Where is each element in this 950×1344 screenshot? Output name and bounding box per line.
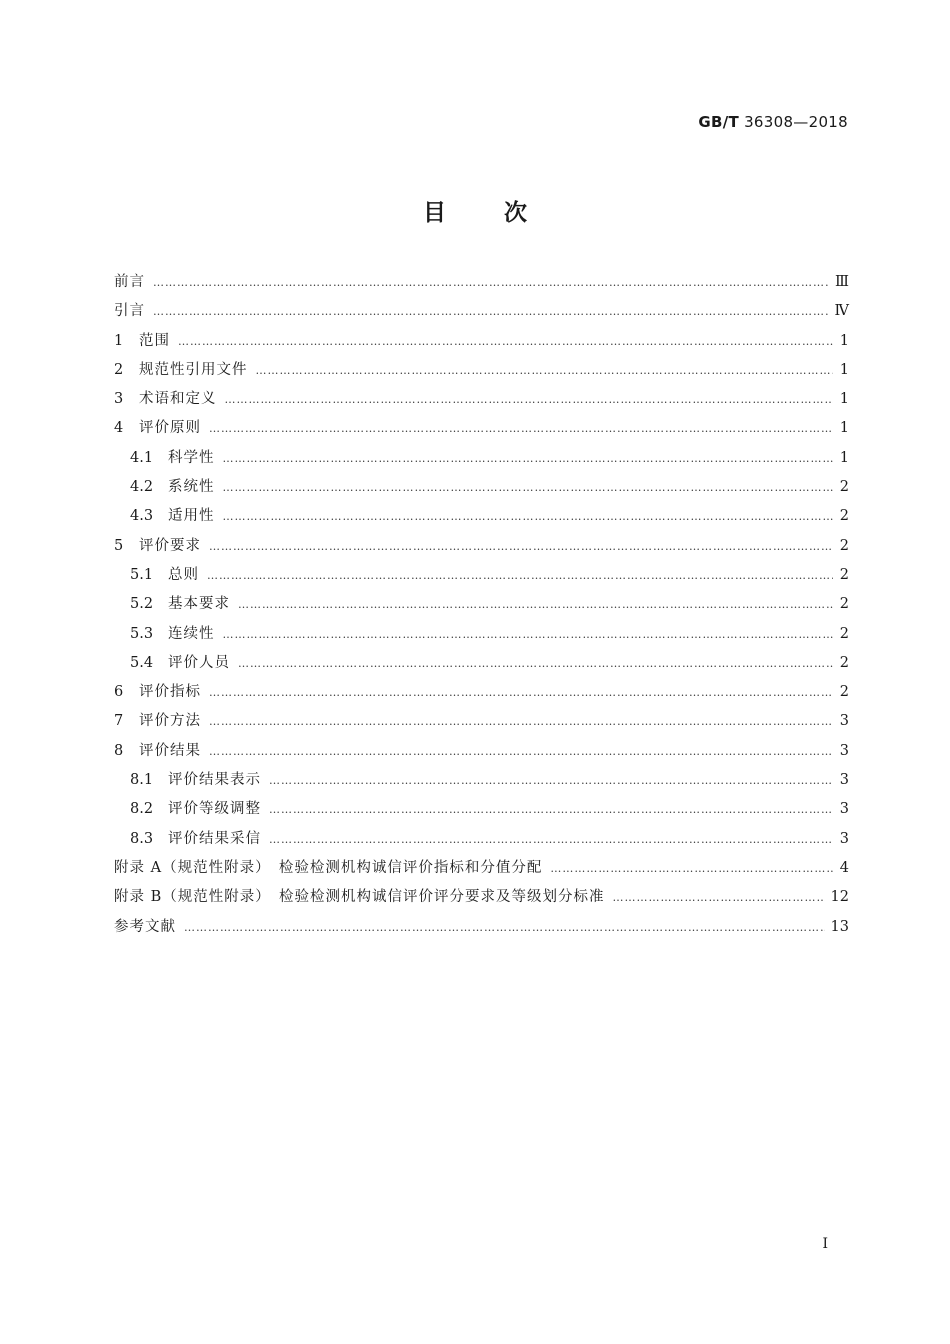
toc-leader-dots — [238, 657, 833, 670]
toc-entry-number: 4.2 — [130, 479, 154, 496]
toc-entry[interactable] — [114, 299, 849, 328]
toc-entry-page: 3 — [839, 713, 849, 730]
toc-entry-number: 4.1 — [130, 449, 154, 466]
toc-entry-page: 1 — [839, 361, 849, 378]
toc-entry-page: 3 — [839, 742, 849, 759]
toc-entry-page: 3 — [839, 801, 849, 818]
toc-entry-label: 引言 — [114, 303, 145, 320]
toc-leader-dots — [153, 305, 829, 318]
title-char-1: 目 — [423, 199, 446, 226]
toc-entry-number: 8 — [114, 742, 124, 759]
toc-leader-dots — [613, 891, 825, 904]
standard-number: 36308—2018 — [744, 113, 848, 131]
toc-entry[interactable] — [114, 856, 849, 885]
toc-entry[interactable] — [114, 797, 849, 826]
toc-entry-number: 7 — [114, 713, 124, 730]
toc-entry-page: 2 — [839, 537, 849, 554]
toc-entry[interactable] — [114, 651, 849, 680]
toc-entry-page: 3 — [839, 830, 849, 847]
toc-entry-page: 1 — [839, 449, 849, 466]
toc-leader-dots — [256, 364, 834, 377]
toc-entry-label: 评价指标 — [139, 684, 201, 701]
toc-entry[interactable] — [114, 416, 849, 445]
toc-entry-label: 连续性 — [168, 625, 215, 642]
title-char-2: 次 — [504, 199, 527, 226]
toc-entry-page: 4 — [839, 859, 849, 876]
toc-entry-number: 2 — [114, 361, 124, 378]
toc-entry[interactable] — [114, 358, 849, 387]
toc-entry-label: 评价等级调整 — [168, 801, 261, 818]
toc-entry[interactable] — [114, 709, 849, 738]
toc-entry-page: Ⅳ — [834, 303, 849, 320]
page-title — [0, 194, 950, 227]
toc-entry-label: 评价人员 — [168, 654, 230, 671]
standard-code: GB/T — [698, 113, 740, 131]
toc-entry-page: 2 — [839, 596, 849, 613]
toc-leader-dots — [209, 715, 833, 728]
toc-entry[interactable] — [114, 768, 849, 797]
toc-entry-page: 12 — [830, 889, 849, 906]
toc-entry[interactable] — [114, 504, 849, 533]
toc-leader-dots — [269, 833, 833, 846]
toc-entry-label: 规范性引用文件 — [139, 361, 248, 378]
table-of-contents — [114, 270, 849, 944]
toc-entry-number: 5.1 — [130, 566, 154, 583]
toc-leader-dots — [178, 335, 833, 348]
toc-entry-label: 科学性 — [168, 449, 215, 466]
toc-entry-number: 5 — [114, 537, 124, 554]
toc-entry-page: 2 — [839, 684, 849, 701]
toc-leader-dots — [207, 569, 833, 582]
toc-entry-page: Ⅲ — [835, 274, 849, 290]
toc-entry-page: 2 — [839, 508, 849, 525]
toc-entry[interactable] — [114, 622, 849, 651]
toc-entry-label: 系统性 — [168, 479, 215, 496]
toc-entry-number: 8.2 — [130, 801, 154, 818]
toc-entry[interactable] — [114, 563, 849, 592]
toc-entry-label: 评价原则 — [139, 420, 201, 437]
toc-leader-dots — [209, 745, 833, 758]
toc-leader-dots — [209, 686, 833, 699]
toc-entry-label: 前言 — [114, 274, 145, 290]
toc-entry[interactable] — [114, 885, 849, 914]
toc-entry[interactable] — [114, 446, 849, 475]
standard-header — [698, 113, 848, 131]
toc-leader-dots — [223, 510, 834, 523]
toc-leader-dots — [223, 452, 834, 465]
toc-entry-page: 13 — [830, 918, 849, 935]
toc-entry-page: 1 — [839, 332, 849, 349]
toc-entry[interactable] — [114, 534, 849, 563]
toc-entry-page: 1 — [839, 391, 849, 408]
toc-entry-number: 6 — [114, 684, 124, 701]
toc-entry[interactable] — [114, 680, 849, 709]
toc-entry-number: 3 — [114, 391, 124, 408]
toc-entry-label: 附录 B（规范性附录） 检验检测机构诚信评价评分要求及等级划分标准 — [114, 889, 605, 906]
toc-entry[interactable] — [114, 270, 849, 299]
toc-entry-label: 评价要求 — [139, 537, 201, 554]
toc-entry-number: 8.3 — [130, 830, 154, 847]
toc-leader-dots — [269, 803, 833, 816]
toc-leader-dots — [550, 862, 833, 875]
toc-entry-label: 参考文献 — [114, 918, 176, 935]
toc-entry-number: 4 — [114, 420, 124, 437]
toc-entry[interactable] — [114, 475, 849, 504]
toc-leader-dots — [223, 628, 834, 641]
toc-entry-label: 评价结果 — [139, 742, 201, 759]
toc-entry[interactable] — [114, 329, 849, 358]
toc-entry[interactable] — [114, 387, 849, 416]
toc-entry-label: 附录 A（规范性附录） 检验检测机构诚信评价指标和分值分配 — [114, 859, 543, 876]
toc-entry-number: 8.1 — [130, 772, 154, 789]
toc-leader-dots — [184, 921, 825, 934]
toc-leader-dots — [209, 422, 833, 435]
toc-entry-label: 术语和定义 — [139, 391, 217, 408]
toc-leader-dots — [209, 540, 833, 553]
toc-entry[interactable] — [114, 915, 849, 944]
toc-entry-page: 2 — [839, 654, 849, 671]
toc-entry-label: 评价方法 — [139, 713, 201, 730]
toc-entry-number: 5.3 — [130, 625, 154, 642]
toc-entry[interactable] — [114, 592, 849, 621]
toc-entry-number: 5.2 — [130, 596, 154, 613]
toc-entry-label: 评价结果表示 — [168, 772, 261, 789]
toc-entry-number: 5.4 — [130, 654, 154, 671]
toc-leader-dots — [238, 598, 833, 611]
toc-entry-page: 1 — [839, 420, 849, 437]
toc-leader-dots — [225, 393, 834, 406]
toc-leader-dots — [223, 481, 834, 494]
toc-entry-label: 总则 — [168, 566, 199, 583]
toc-entry-number: 4.3 — [130, 508, 154, 525]
toc-leader-dots — [269, 774, 833, 787]
toc-entry[interactable] — [114, 827, 849, 856]
page-number: Ⅰ — [822, 1236, 828, 1252]
toc-entry-label: 评价结果采信 — [168, 830, 261, 847]
toc-entry-label: 适用性 — [168, 508, 215, 525]
toc-entry-number: 1 — [114, 332, 124, 349]
toc-entry-page: 3 — [839, 772, 849, 789]
toc-entry-page: 2 — [839, 479, 849, 496]
toc-leader-dots — [153, 276, 829, 289]
toc-entry-label: 范围 — [139, 332, 170, 349]
toc-entry[interactable] — [114, 739, 849, 768]
toc-entry-page: 2 — [839, 625, 849, 642]
toc-entry-page: 2 — [839, 566, 849, 583]
toc-entry-label: 基本要求 — [168, 596, 230, 613]
